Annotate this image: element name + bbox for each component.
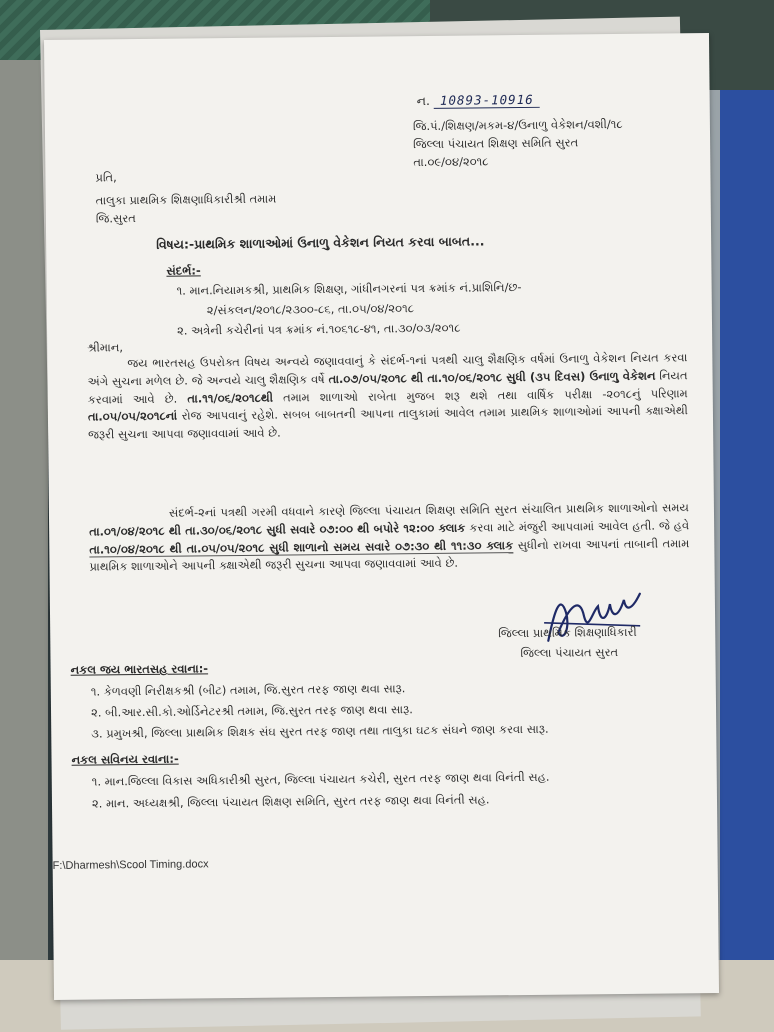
salutation: શ્રીમાન,	[87, 340, 124, 355]
recipient-line-2: જિ.સુરત	[95, 211, 136, 226]
signatory-title: જિલ્લા પ્રાથમિક શિક્ષણાધિકારી	[498, 624, 637, 641]
list-item: ૩. પ્રમુખશ્રી, જિલ્લા પ્રાથમિક શિક્ષક સંઘ સુરત તરફ જાણ તથા તાલુકા ઘટક સંઘને જાણ કરવા સારૂ.	[91, 721, 549, 741]
reference-label: ન.	[416, 92, 431, 109]
list-item: ૨. માન. અધ્યક્ષશ્રી, જિલ્લા પંચાયત શિક્ષણ સમિતિ, સુરત તરફ જાણ થવા વિનંતી સહ.	[91, 792, 490, 811]
copy-list-2	[92, 769, 550, 817]
prati-label: પ્રતિ,	[95, 170, 117, 185]
result-date: તા.૦૫/૦૫/૨૦૧૮નાં	[87, 409, 178, 424]
file-path-footer: F:\Dharmesh\Scool Timing.docx	[52, 858, 209, 872]
reference-number-handwritten: 10893-10916	[434, 92, 540, 109]
subject-line: વિષય:-પ્રાથમિક શાળાઓમાં ઉનાળુ વેકેશન નિયત કરવા બાબત...	[156, 233, 485, 252]
copy-list-2-heading: નકલ સવિનય રવાના:-	[71, 751, 179, 767]
background-left-strip	[0, 60, 48, 1032]
para2-text-c: કરવા માટે મંજુરી આપવામાં આવેલ હતી. જે હવે	[465, 518, 690, 535]
previous-timing: તા.૦૧/૦૪/૨૦૧૮ થી તા.૩૦/૦૬/૨૦૧૮ સુધી સવારે ૦૭:૦૦ થી બપોરે ૧૨:૦૦ ક્લાક	[89, 520, 466, 539]
para2-text-e: સુધીનો રાખવા આપનાં તાબાની તમામ પ્રાથમિક શાળાઓને આપની ક્ક્ષાએથી જરૂરી સુચના આપવા જણાવવામાં આવે છે.	[89, 535, 690, 574]
body-paragraph-2	[89, 499, 690, 577]
new-timing: તા.૧૦/૦૪/૨૦૧૮ થી તા.૦૫/૦૫/૨૦૧૮ સુધી શાળાનો સમય સવારે ૦૭:૩૦ થી ૧૧:૩૦ ક્લાક	[89, 537, 514, 557]
list-item: ૧. માન.જિલ્લા વિકાસ અધિકારીશ્રી સુરત, જિલ્લા પંચાયત કચેરી, સુરત તરફ જાણ થવા વિનંતી સહ.	[91, 769, 550, 789]
reference-code: જિ.પં./શિક્ષણ/મકમ-૪/ઉનાળુ વેકેશન/વશી/૧૮	[412, 116, 623, 134]
references-heading: સંદર્ભ:-	[166, 263, 201, 278]
para1-text-g: રોજ આપવાનું રહેશે. સબબ બાબતની આપના તાલુકામાં આવેલ તમામ પ્રાથમિક શાળાઓમાં આપની ક્ક્ષાએથી જરૂરી સુચના આપવા જણાવવામાં આવે છે.	[88, 403, 688, 442]
list-item: ૨. બી.આર.સી.કો.ઓર્ડિનેટરશ્રી તમામ, જિ.સુરત તરફ જાણ થવા સારૂ.	[90, 701, 413, 720]
recipient-line-1: તાલુકા પ્રાથમિક શિક્ષણાધિકારીશ્રી તમામ	[95, 191, 277, 208]
reference-item-1-cont: ૨/સંકલન/૨૦૧૮/૨૩૦૦-૮૬, તા.૦૫/૦૪/૨૦૧૮	[206, 301, 415, 318]
body-paragraph-1	[87, 349, 688, 444]
reference-number	[417, 90, 540, 111]
para2-text-a: સંદર્ભ-૨નાં પત્રથી ગરમી વધવાને કારણે જિલ્લા પંચાયત શિક્ષણ સમિતિ સુરત સંચાલિત પ્રાથમિક શાળાઓનો સમય	[168, 500, 690, 520]
letter-page	[44, 33, 719, 1000]
para1-text-c: નિયત કરવામાં આવે છે.	[87, 368, 688, 407]
reference-item-2: ૨. અત્રેની કચેરીનાં પત્ર ક્રમાંક નં.૧૦૬૧૮-૪૧, તા.૩૦/૦૩/૨૦૧૮	[176, 320, 461, 338]
signatory-office: જિલ્લા પંચાયત સુરત	[520, 645, 619, 661]
list-item: ૧. કેળવણી નિરીક્ષકશ્રી (બીટ) તમામ, જિ.સુરત તરફ જાણ થવા સારૂ.	[90, 681, 406, 699]
letter-date: તા.૦૯/૦૪/૨૦૧૮	[413, 154, 489, 170]
reference-item-1: ૧. માન.નિયામકશ્રી, પ્રાથમિક શિક્ષણ, ગાંધીનગરનાં પત્ર ક્રમાંક નં.પ્રાશિનિ/છ-	[176, 280, 522, 298]
para1-text-a: જય ભારતસહ ઉપરોક્ત વિષય અન્વયે જણાવવાનું કે સંદર્ભ-૧નાં પત્રથી ચાલુ શૈક્ષણિક વર્ષમાં ઉનાળુ વેકેશન નિયત કરવા અંગે સુચના મળેલ છે. જે અન્વયે ચાલુ શૈક્ષણિક વર્ષે	[87, 350, 688, 389]
reopen-date: તા.૧૧/૦૬/૨૦૧૮થી	[187, 390, 274, 406]
background-folder-blue	[720, 60, 774, 1032]
para1-text-e: તમામ શાળાઓ રાબેતા મુજબ શરૂ થશે તથા વાર્ષિક પરીક્ષા -૨૦૧૮નું પરિણામ	[272, 385, 688, 405]
vacation-dates: તા.૦૭/૦૫/૨૦૧૮ થી તા.૧૦/૦૬/૨૦૧૮ સુધી (૩૫ દિવસ) ઉનાળુ વેકેશન	[328, 368, 656, 386]
office-name: જિલ્લા પંચાયત શિક્ષણ સમિતિ સુરત	[413, 135, 579, 152]
copy-list-1	[91, 679, 549, 746]
copy-list-1-heading: નકલ જય ભારતસહ રવાના:-	[70, 661, 209, 677]
